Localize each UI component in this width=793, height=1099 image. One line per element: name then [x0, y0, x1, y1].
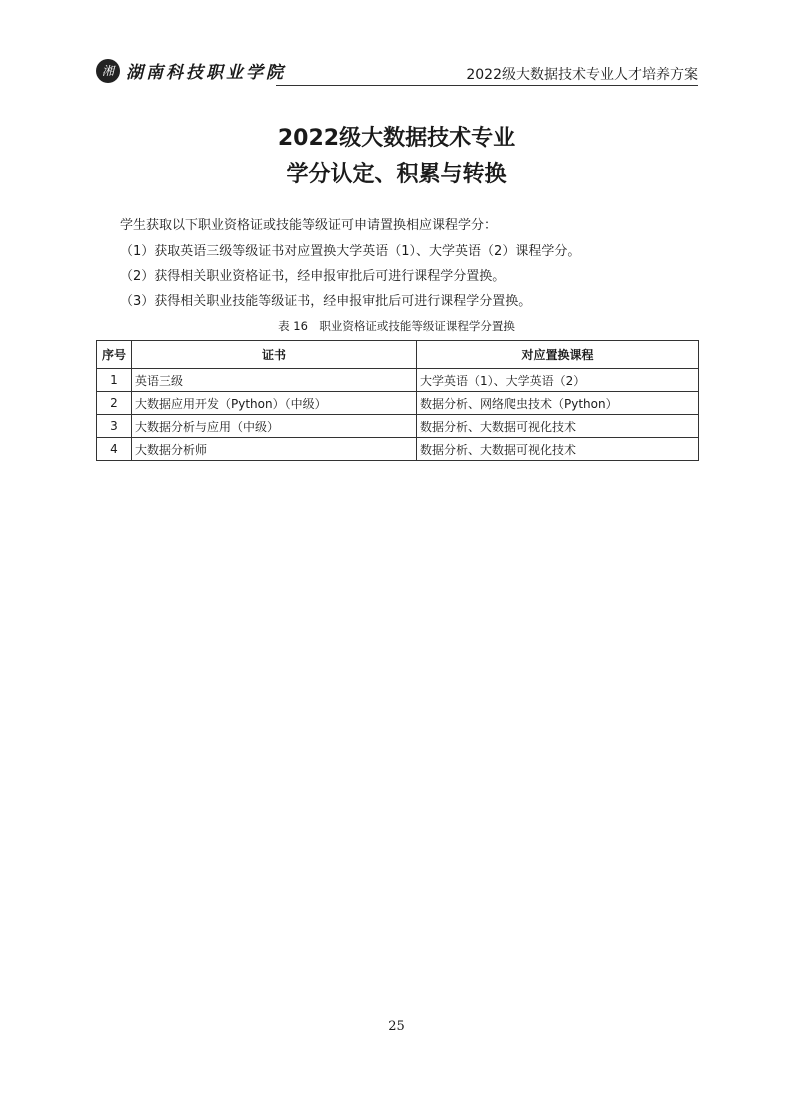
header-rule: [276, 85, 698, 86]
header-doc-title: 2022级大数据技术专业人才培养方案: [466, 67, 698, 83]
cell-course: 数据分析、大数据可视化技术: [417, 415, 699, 438]
cell-index: 2: [97, 392, 132, 415]
credit-table: [96, 340, 699, 461]
header-course: 对应置换课程: [417, 341, 699, 369]
cell-certificate: 英语三级: [132, 369, 417, 392]
item-paragraph-2: （2）获得相关职业资格证书，经申报审批后可进行课程学分置换。: [120, 269, 506, 284]
table-row: [97, 392, 699, 415]
cell-index: 3: [97, 415, 132, 438]
header-certificate: 证书: [132, 341, 417, 369]
cell-certificate: 大数据分析师: [132, 438, 417, 461]
table-row: [97, 438, 699, 461]
page-title-line1: 2022级大数据技术专业: [277, 126, 516, 151]
school-name: 湖南科技职业学院: [126, 63, 286, 83]
cell-index: 4: [97, 438, 132, 461]
page-number: 25: [388, 1019, 405, 1034]
table-row: [97, 415, 699, 438]
cell-certificate: 大数据分析与应用（中级）: [132, 415, 417, 438]
item-paragraph-3: （3）获得相关职业技能等级证书，经申报审批后可进行课程学分置换。: [120, 294, 532, 309]
table-row: [97, 369, 699, 392]
cell-index: 1: [97, 369, 132, 392]
table-caption: 表 16 职业资格证或技能等级证课程学分置换: [278, 319, 515, 333]
school-logo: [96, 58, 286, 83]
header-index: 序号: [97, 341, 132, 369]
school-seal-icon: 湘: [96, 59, 120, 83]
table-header-row: [97, 341, 699, 369]
cell-course: 数据分析、大数据可视化技术: [417, 438, 699, 461]
cell-certificate: 大数据应用开发（Python）（中级）: [132, 392, 417, 415]
item-paragraph-1: （1）获取英语三级等级证书对应置换大学英语（1）、大学英语（2）课程学分。: [120, 244, 581, 259]
intro-paragraph: 学生获取以下职业资格证或技能等级证可申请置换相应课程学分：: [120, 218, 498, 233]
cell-course: 数据分析、网络爬虫技术（Python）: [417, 392, 699, 415]
cell-course: 大学英语（1）、大学英语（2）: [417, 369, 699, 392]
page-header: [96, 58, 698, 88]
page-title-line2: 学分认定、积累与转换: [286, 162, 507, 187]
